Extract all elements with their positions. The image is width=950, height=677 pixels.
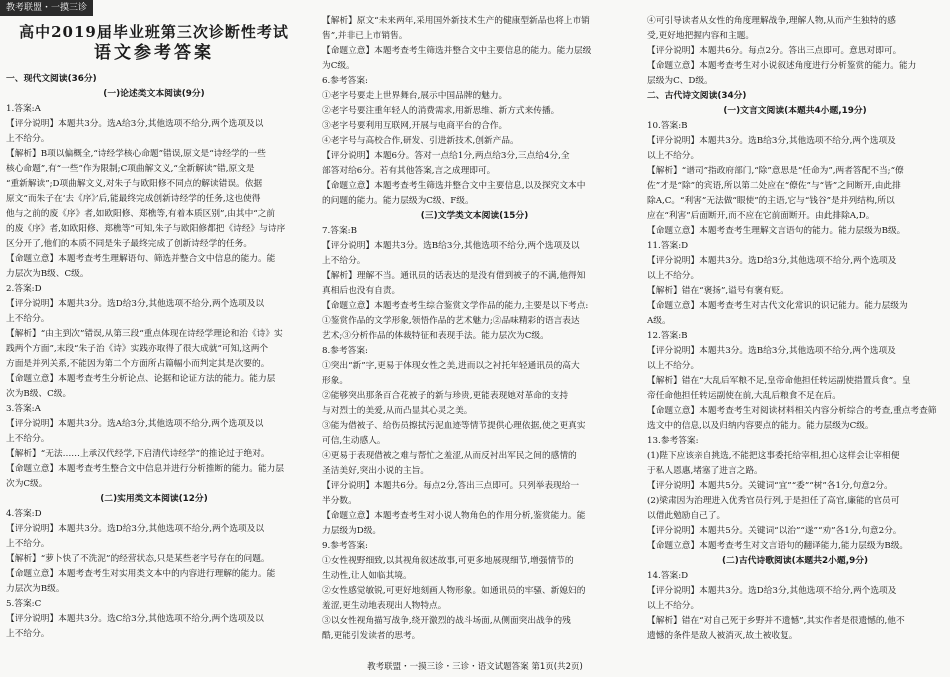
text-line: 【解析】理解不当。通讯员的话表达的是没有借到被子的不满,他得知 <box>322 271 586 281</box>
text-line: ②能够突出那条百合花被子的新与珍贵,更能表现她对革命的支持 <box>322 391 569 401</box>
text-line: ④可引导读者从女性的角度理解战争,理解人物,从而产生独特的感 <box>647 16 896 26</box>
text-line: 【解析】原文“未来两年,采用国外新技术生产的健康型新品也将上市销 <box>322 16 590 26</box>
text-line: ①老字号要走上世界舞台,展示中国品牌的魅力。 <box>322 91 508 101</box>
text-line: 【评分说明】本题共3分。选D给3分,其他选项不给分,两个选项及 <box>647 586 897 596</box>
text-line: 14.答案:D <box>647 571 689 581</box>
text-line: 生动性,让人如临其境。 <box>322 571 412 581</box>
column-middle-body <box>322 14 627 644</box>
text-line: 【评分说明】本题6分。答对一点给1分,两点给3分,三点给4分,全 <box>322 151 570 161</box>
text-line: 12.答案:B <box>647 331 688 341</box>
exam-title: 高中2019届毕业班第三次诊断性考试 <box>19 23 289 41</box>
text-line: 与对烈士的美爱,从而凸显其心灵之美。 <box>322 406 473 416</box>
text-line: 以上不给分。 <box>647 271 700 281</box>
text-line: 【解析】“谱司”指政府部门,“除”意思是“任命为”,两者答配不当;“僚 <box>647 166 904 176</box>
text-line: 以上不给分。 <box>647 361 700 371</box>
text-line: ①突出“新”字,更易于体现女性之美,进而以之衬托年轻通讯员的高大 <box>322 361 580 371</box>
text-line: ②女性感觉敏锐,可更好地刻画人物形象。如通讯员的牢骚、新媳妇的 <box>322 586 586 596</box>
text-line: 形象。 <box>322 376 349 386</box>
text-line: 上不给分。 <box>6 314 50 324</box>
text-line: 【评分说明】本题共3分。选A给3分,其他选项不给分,两个选项及以 <box>6 419 264 429</box>
text-line: 半分数。 <box>322 496 357 506</box>
column-middle <box>322 14 627 644</box>
text-line: ④更易于表现借被之难与帮忙之羞涩,从而反衬出军民之间的感情的 <box>322 451 577 461</box>
text-line: 6.参考答案: <box>322 76 368 86</box>
subsection-heading: (一)论述类文本阅读(9分) <box>103 89 205 99</box>
column-left <box>6 14 302 642</box>
text-line: 他与之前的废《序》者,如欧阳修、郑樵等,有着本质区别”,由其中“之前 <box>6 209 276 219</box>
text-line: 1.答案:A <box>6 104 41 114</box>
text-line: 【解析】错在“褒扬”,谥号有褒有贬。 <box>647 286 789 296</box>
text-line: 【评分说明】本题共3分。选D给3分,其他选项不给分,两个选项及以 <box>6 524 265 534</box>
text-line: 选文中的信息,以及归纳内容要点的能力。能力层级为C级。 <box>647 421 874 431</box>
text-line: ③老字号要利用互联网,开展与电商平台的合作。 <box>322 121 508 131</box>
text-line: 3.答案:A <box>6 404 41 414</box>
title-block <box>6 22 302 64</box>
text-line: ①鉴赏作品的文学形象,领悟作品的艺术魅力;②品味精彩的语言表达 <box>322 316 580 326</box>
text-line: 遗憾的条件是敌人被消灭,故土被收复。 <box>647 631 798 641</box>
text-line: 【评分说明】本题共3分。选C给3分,其他选项不给分,两个选项及以 <box>6 614 264 624</box>
text-line: 【评分说明】本题共3分。选B给3分,其他选项不给分,两个选项及 <box>647 346 896 356</box>
text-line: 以上不给分。 <box>647 151 700 161</box>
text-line: 帝任命他担任转运副使在前,大乱后粮食不足在后。 <box>647 391 841 401</box>
text-line: 次为C级。 <box>6 479 48 489</box>
text-line: 上不给分。 <box>6 434 50 444</box>
text-line: 4.答案:D <box>6 509 42 519</box>
text-line: 艺术;③分析作品的体裁特征和表现手法。能力层次为C级。 <box>322 331 549 341</box>
text-line: 9.参考答案: <box>322 541 368 551</box>
text-line: 【命题立意】本题考查考生对阅读材料相关内容分析综合的考查,重点考查筛 <box>647 406 937 416</box>
text-line: 上不给分。 <box>6 629 50 639</box>
text-line: 上不给分。 <box>6 134 50 144</box>
text-line: 上不给分。 <box>322 256 366 266</box>
page-footer: 教考联盟・一摸三诊・三诊・语文试题答案 第1页(共2页) <box>367 662 583 672</box>
text-line: 的废《序》者,如欧阳修、郑樵等”可知,朱子与欧阳修都把《诗经》与诗序 <box>6 224 286 234</box>
text-line: 【评分说明】本题共3分。选B给3分,其他选项不给分,两个选项及以 <box>322 241 580 251</box>
section-heading: 二、古代诗文阅读(34分) <box>647 91 747 101</box>
text-line: 7.答案:B <box>322 226 357 236</box>
section-heading: 一、现代文阅读(36分) <box>6 74 97 84</box>
text-line: 上不给分。 <box>6 539 50 549</box>
text-line: 原文“而朱子在‘去《序》’后,能最终完成创新诗经学的任务,这也使得 <box>6 194 261 204</box>
text-line: 应在“利害”后面断开,而不应在它前面断开。由此排除A,D。 <box>647 211 875 221</box>
text-line: 【命题立意】本题考查考生对小说人物角色的作用分析,鉴赏能力。能 <box>322 511 586 521</box>
text-line: 【命题立意】本题考查考生理解语句、筛选并整合文中信息的能力。能 <box>6 254 276 264</box>
text-line: 8.参考答案: <box>322 346 368 356</box>
text-line: 10.答案:B <box>647 121 688 131</box>
column-left-body <box>6 72 302 642</box>
text-line: ①女性视野细致,以其视角叙述故事,可更多地展现细节,增强情节的 <box>322 556 574 566</box>
text-line: 【解析】“萝卜快了不洗泥”的经营状态,只是某些老字号存在的问题。 <box>6 554 270 564</box>
text-line: 【评分说明】本题共3分。选B给3分,其他选项不给分,两个选项及 <box>647 136 896 146</box>
text-line: 除A,C。“利害”无法做“眼使”的主语,它与“钱谷”是并列结构,所以 <box>647 196 895 206</box>
text-line: 部答对给6分。若有其他答案,言之成理即可。 <box>322 166 496 176</box>
text-line: 力层级为D级。 <box>322 526 382 536</box>
text-line: 【解析】“无法……上承汉代经学,下启清代诗经学”的推论过于绝对。 <box>6 449 270 459</box>
answer-key-title: 语文参考答案 <box>94 43 214 63</box>
text-line: ④老字号与高校合作,研发、引进新技术,创新产品。 <box>322 136 519 146</box>
text-line: 层级为C、D级。 <box>647 76 713 86</box>
column-right <box>647 14 943 644</box>
text-line: 佐”才是“除”的宾语,所以第二处应在“僚佐”与“皆”之间断开,由此排 <box>647 181 901 191</box>
column-right-body <box>647 14 943 644</box>
text-line: 为C级。 <box>322 61 355 71</box>
subsection-heading: (二)实用类文本阅读(12分) <box>100 494 208 504</box>
text-line: (2)梁肃因为治理进入优秀官员行列,于是担任了高官,廉能的官员可 <box>647 496 900 506</box>
subsection-heading: (二)古代诗歌阅读(本题共2小题,9分) <box>721 556 869 566</box>
text-line: 真相后也没有自责。 <box>322 286 401 296</box>
text-line: ③以女性视角描写战争,绕开激烈的战斗场面,从侧面突出战争的残 <box>322 616 571 626</box>
text-line: 【命题立意】本题考查考生对小说叙述角度进行分析鉴赏的能力。能力 <box>647 61 917 71</box>
text-line: 【命题立意】本题考查考生对文言语句的翻译能力,能力层级为B级。 <box>647 541 909 551</box>
text-line: 方面是并列关系,不能因为第二个方面所占篇幅小而判定其是次要的。 <box>6 359 270 369</box>
text-line: 的问题的能力。能力层级为C级、F级。 <box>322 196 474 206</box>
text-line: 【解析】错在“大乱后军粮不足,皇帝命他担任转运副使措置兵食”。皇 <box>647 376 911 386</box>
text-line: 践两个方面”,末段“朱子治《诗》实践亦取得了很大成就”可知,这两个 <box>6 344 269 354</box>
text-line: 核心命题”,有“一些”作为限制;C项曲解文义,“全新解读”错,原文是 <box>6 164 255 174</box>
text-line: 【评分说明】本题共6分。每点2分。答出三点即可。意思对即可。 <box>647 46 902 56</box>
text-line: 11.答案:D <box>647 241 689 251</box>
text-line: ②老字号要注重年轻人的消费需求,用新思维、新方式来传播。 <box>322 106 560 116</box>
text-line: “重新解读”;D项曲解文义,对朱子与欧阳修不同点的解读错误。依据 <box>6 179 263 189</box>
text-line: 可信,生动感人。 <box>322 436 386 446</box>
text-line: 【命题立意】本题考查考生分析论点、论据和论证方法的能力。能力层 <box>6 374 276 384</box>
text-line: 以上不给分。 <box>647 601 700 611</box>
text-line: 【命题立意】本题考查考生整合文中信息并进行分析推断的能力。能力层 <box>6 464 284 474</box>
subsection-heading: (三)文学类文本阅读(15分) <box>420 211 529 221</box>
text-line: 13.参考答案: <box>647 436 699 446</box>
text-line: 力层次为B级、C级。 <box>6 269 89 279</box>
text-line: 力层次为B级。 <box>6 584 65 594</box>
text-line: 【评分说明】本题共6分。每点2分,答出三点即可。只列举表现给一 <box>322 481 580 491</box>
text-line: 2.答案:D <box>6 284 42 294</box>
text-line: 羞涩,更生动地表现出人物特点。 <box>322 601 447 611</box>
text-line: 以借此勉励自己了。 <box>647 511 726 521</box>
text-line: 售”,并非已上市销售。 <box>322 31 408 41</box>
text-line: 【命题立意】本题考查考生综合鉴赏文学作品的能力,主要是以下考点: <box>322 301 589 311</box>
text-line: 受,更好地把握内容和主题。 <box>647 31 755 41</box>
text-line: 5.答案:C <box>6 599 42 609</box>
text-line: 【命题立意】本题考查考生理解文言语句的能力。能力层级为B级。 <box>647 226 906 236</box>
text-line: 【解析】错在“对自己死于乡野并不遗憾”,其实作者是很遗憾的,他不 <box>647 616 905 626</box>
text-line: A级。 <box>647 316 671 326</box>
text-line: 【解析】B项以偏概全,“诗经学核心命题”错误,原文是“诗经学的一些 <box>6 149 266 159</box>
text-line: 【命题立意】本题考查考生对实用类文本中的内容进行理解的能力。能 <box>6 569 276 579</box>
text-line: 【命题立意】本题考查考生筛选并整合文中主要信息的能力。能力层级 <box>322 46 592 56</box>
text-line: (1)陛下应该亲自挑选,不能把这事委托给宰相,担心这样会让宰相便 <box>647 451 900 461</box>
text-line: 酷,更能引发读者的思考。 <box>322 631 421 641</box>
text-line: ③能为借被子、给伤员擦拭污泥血迹等情节提供心理依据,使之更真实 <box>322 421 586 431</box>
text-line: 圣洁美好,突出小说的主旨。 <box>322 466 430 476</box>
text-line: 【命题立意】本题考查考生筛选并整合文中主要信息,以及探究文本中 <box>322 181 586 191</box>
text-line: 区分开了,他们的本质不同是朱子最终完成了创新诗经学的任务。 <box>6 239 253 249</box>
text-line: 【评分说明】本题共5分。关键词“宜”“委”“树”各1分,句意2分。 <box>647 481 893 491</box>
text-line: 【评分说明】本题共5分。关键词“以治”“遂”“劝”各1分,句意2分。 <box>647 526 902 536</box>
subsection-heading: (一)文言文阅读(本题共4小题,19分) <box>723 106 867 116</box>
text-line: 【评分说明】本题共3分。选A给3分,其他选项不给分,两个选项及以 <box>6 119 264 129</box>
exam-alliance-badge: 教考联盟・一摸三诊 <box>0 0 93 16</box>
text-line: 【命题立意】本题考查考生对古代文化常识的识记能力。能力层级为 <box>647 301 908 311</box>
text-line: 【评分说明】本题共3分。选D给3分,其他选项不给分,两个选项及 <box>647 256 897 266</box>
text-line: 【评分说明】本题共3分。选D给3分,其他选项不给分,两个选项及以 <box>6 299 265 309</box>
text-line: 【解析】“由主到次”错误,从第三段“重点体现在诗经学理论和治《诗》实 <box>6 329 283 339</box>
text-line: 次为B级、C级。 <box>6 389 72 399</box>
text-line: 于私人恩惠,堵塞了进言之路。 <box>647 466 763 476</box>
